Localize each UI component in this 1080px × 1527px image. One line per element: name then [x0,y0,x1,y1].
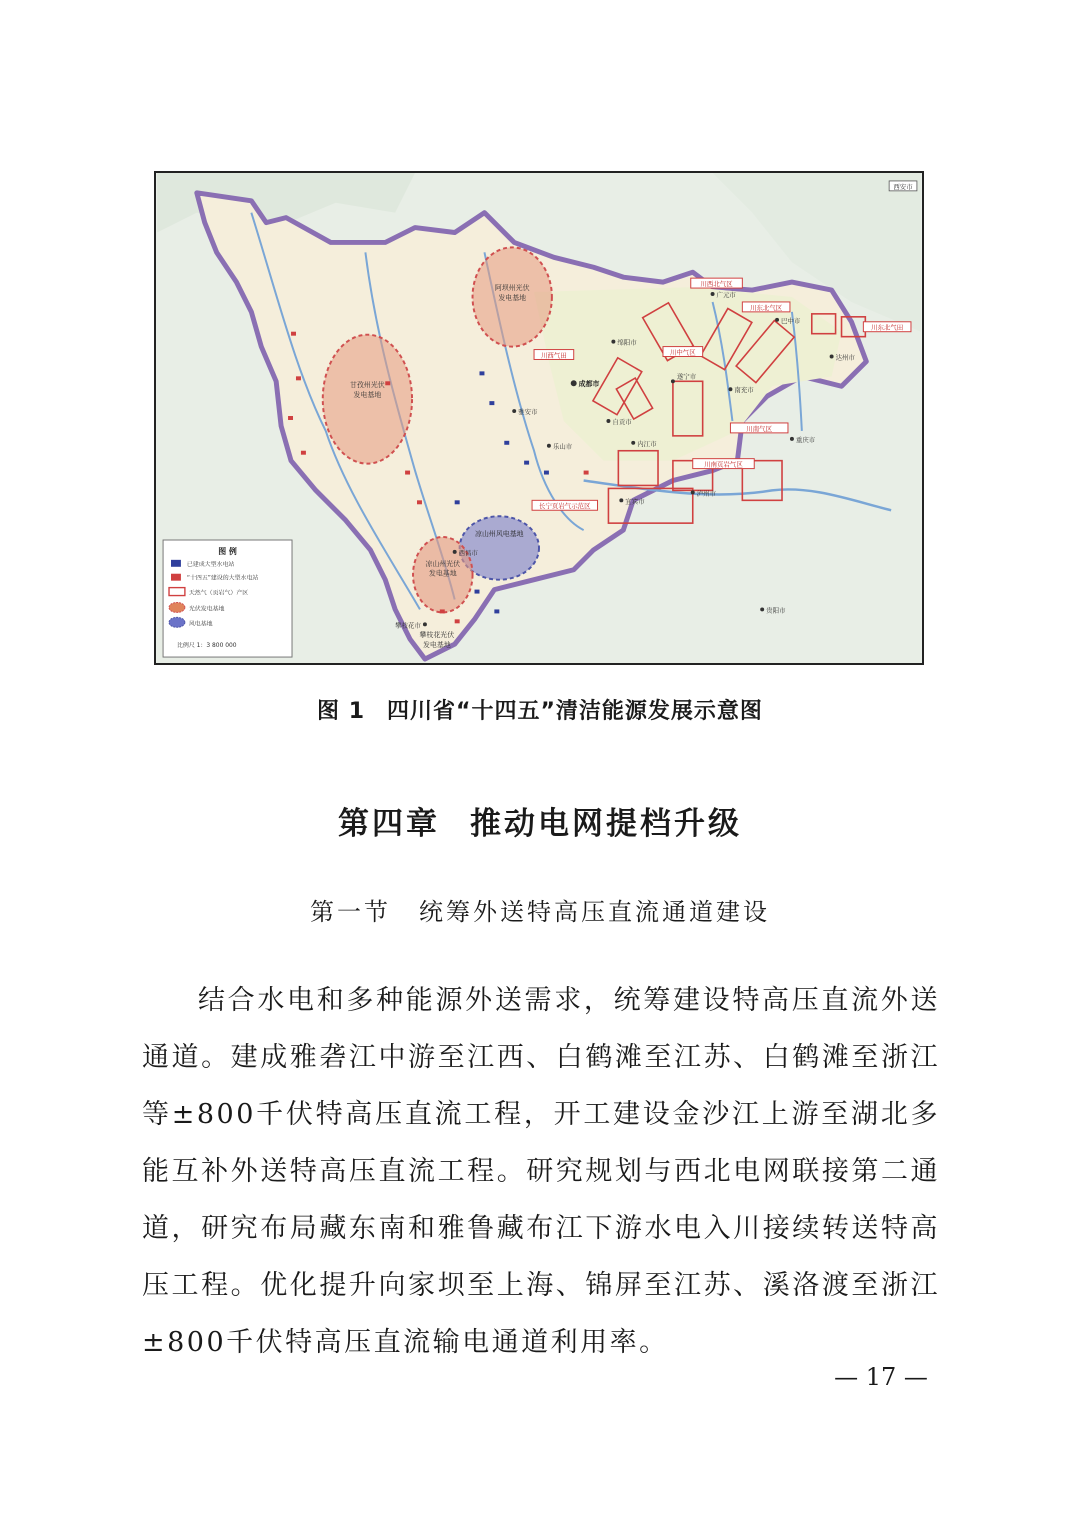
section-heading [0,892,1080,927]
body-paragraph: 结合水电和多种能源外送需求，统筹建设特高压直流外送通道。建成雅砻江中游至江西、白鹤滩至江苏、白鹤滩至浙江等±800千伏特高压直流工程，开工建设金沙江上游至湖北多能互补外送特高压直流工程。研究规划与西北电网联接第二通道，研究布局藏东南和雅鲁藏布江下游水电入川接续转送特高压工程。优化提升向家坝至上海、锦屏至江苏、溪洛渡至浙江±800千伏特高压直流输电通道利用率。 [142,985,940,1358]
chapter-heading [0,798,1080,843]
city-nanchong: 南充市 [734,386,754,395]
city-bazhong: 巴中市 [781,316,801,325]
legend-item-planned-hydro: “十四五”建设的大型水电站 [186,574,259,582]
gas-label-5: 川西气田 [540,351,567,360]
city-mianyang: 绵阳市 [617,338,637,347]
city-dazhou: 达州市 [835,353,855,362]
city-panzhihua: 攀枝花市 [395,621,421,630]
liangshan-pv-label-1: 凉山州光伏 [425,559,461,568]
ganzi-zone-label-2: 发电基地 [353,391,382,400]
map-legend [163,540,292,657]
gas-label-2: 川东北气区 [750,303,783,312]
panzhihua-label-2: 发电基地 [422,641,451,650]
city-xichang: 西昌市 [458,548,478,557]
chapter-number: 第四章 [338,806,440,842]
section-number: 第一节 [310,898,391,926]
chapter-title: 推动电网提档升级 [470,806,742,842]
legend-scale: 比例尺 1：3 800 000 [176,642,237,650]
city-leshan: 乐山市 [552,442,573,451]
figure-title: 四川省“十四五”清洁能源发展示意图 [387,699,763,724]
gas-label-3: 川中气区 [669,348,696,357]
city-xian: 西安市 [893,182,913,191]
aba-zone-label-1: 阿坝州光伏 [494,284,530,293]
city-zigong: 自贡市 [612,417,632,426]
aba-zone-label-2: 发电基地 [498,293,527,302]
city-yaan: 雅安市 [518,408,538,417]
gas-label-6: 川东北气田 [871,323,904,332]
city-chongqing: 重庆市 [795,435,816,444]
city-yibin: 宜宾市 [625,497,645,506]
city-chengdu: 成都市 [578,380,600,389]
legend-title: 图 例 [218,546,237,556]
section-title: 统筹外送特高压直流通道建设 [419,898,770,926]
ganzi-zone-label-1: 甘孜州光伏 [350,381,385,390]
city-suining: 遂宁市 [676,372,697,381]
liangshan-pv-label-2: 发电基地 [428,569,457,578]
gas-label-1: 川西北气区 [700,280,733,289]
gas-label-7: 川南页岩气区 [704,460,743,469]
city-luzhou: 泸州市 [696,489,717,498]
figure-number: 图 1 [317,699,366,724]
page-number: — 17 — [834,1363,928,1391]
city-neijiang: 内江市 [637,439,657,448]
gas-label-8: 长宁页岩气示范区 [539,502,591,511]
sichuan-energy-map [154,171,924,665]
legend-item-wind: 风电基地 [188,620,213,628]
legend-item-pv: 光伏发电基地 [188,605,225,613]
legend-item-gas: 天然气（页岩气）产区 [188,589,249,597]
map-graphic [156,173,922,663]
gas-label-4: 川南气区 [746,424,773,433]
city-guiyang: 贵阳市 [766,606,786,615]
city-guangyuan: 广元市 [716,290,736,299]
panzhihua-label-1: 攀枝花光伏 [419,631,455,640]
wind-zone-label: 凉山州风电基地 [475,530,524,539]
figure-caption [0,694,1080,725]
legend-item-built-hydro: 已建成大型水电站 [186,560,235,568]
